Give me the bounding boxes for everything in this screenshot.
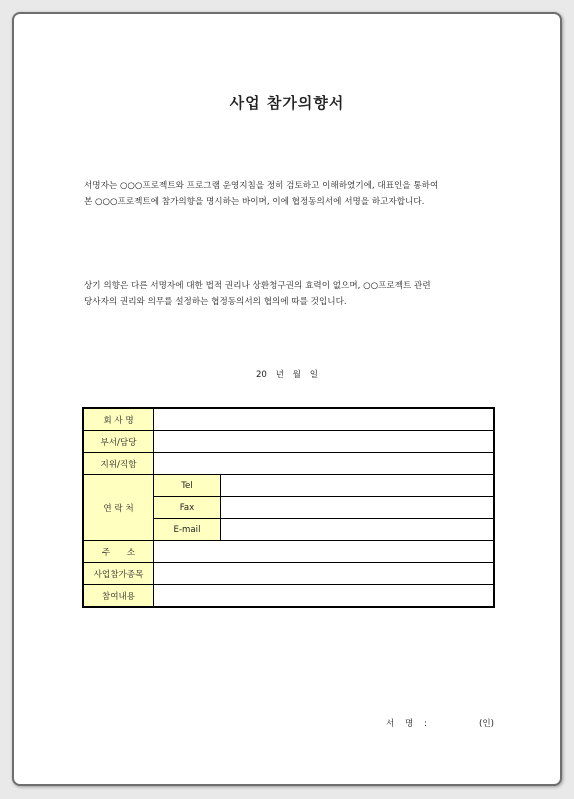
position-row [83,453,494,475]
content-field[interactable] [154,585,495,608]
company-field[interactable] [154,408,495,431]
signature-label: 서 명 : [386,719,427,729]
address-row [83,541,494,563]
contact-label: 연 락 처 [83,475,154,541]
department-row [83,431,494,453]
intent-paragraph-line-2: 본 ○○○프로젝트에 참가의향을 명시하는 바이며, 이에 협정동의서에 서명을 하고자합니다. [84,197,425,207]
applicant-info-table [82,407,495,608]
position-field[interactable] [154,453,495,475]
disclaimer-paragraph-line-1: 상기 의향은 다른 서명자에 대한 법적 권리나 상환청구권의 효력이 없으며, ○○프로젝트 관련 [84,281,431,291]
company-row [83,408,494,431]
document-title: 사업 참가의향서 [229,94,345,112]
content-row [83,585,494,608]
tel-label: Tel [154,475,221,497]
email-field[interactable] [221,519,495,541]
signature-line [386,717,494,729]
disclaimer-paragraph-line-2: 당사자의 권리와 의무를 설정하는 협정동의서의 협의에 따를 것입니다. [84,297,347,307]
position-label: 지위/직함 [83,453,154,475]
company-label: 회 사 명 [83,408,154,431]
department-label: 부서/담당 [83,431,154,453]
content-label: 참여내용 [83,585,154,608]
tel-row [83,475,494,497]
category-label: 사업참가종목 [83,563,154,585]
intent-paragraph-line-1: 서명자는 ○○○프로젝트와 프로그램 운영지침을 정히 검토하고 이해하였기에, 대표인을 통하여 [84,181,439,191]
intent-paragraph [84,178,514,210]
email-label: E-mail [154,519,221,541]
seal-mark: (인) [478,719,494,729]
document-page [12,12,562,786]
fax-field[interactable] [221,497,495,519]
fax-label: Fax [154,497,221,519]
department-field[interactable] [154,431,495,453]
address-field[interactable] [154,541,495,563]
category-row [83,563,494,585]
address-label: 주 소 [83,541,154,563]
category-field[interactable] [154,563,495,585]
tel-field[interactable] [221,475,495,497]
disclaimer-paragraph [84,278,514,310]
date-line: 20 년 월 일 [255,370,319,380]
